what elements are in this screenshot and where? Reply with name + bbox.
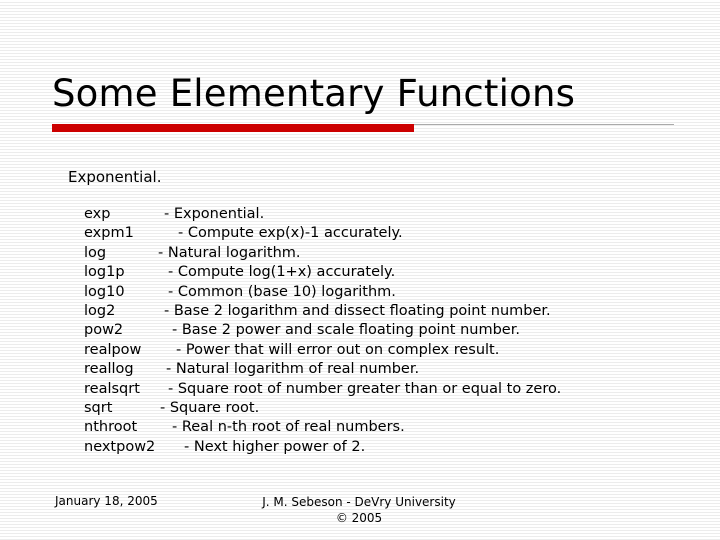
slide-title: Some Elementary Functions bbox=[52, 72, 576, 115]
function-name: sqrt bbox=[84, 399, 113, 416]
function-description: - Square root of number greater than or equal to zero. bbox=[168, 380, 562, 397]
function-description: - Real n-th root of real numbers. bbox=[172, 419, 405, 436]
function-description: - Next higher power of 2. bbox=[184, 438, 366, 455]
function-name: log bbox=[84, 244, 107, 261]
function-description: - Square root. bbox=[160, 399, 260, 416]
function-name: exp bbox=[84, 206, 111, 222]
function-description: - Compute log(1+x) accurately. bbox=[168, 264, 396, 281]
function-name: realpow bbox=[84, 341, 142, 358]
function-name: reallog bbox=[84, 361, 134, 378]
function-name: log10 bbox=[84, 283, 125, 300]
function-description: - Base 2 logarithm and dissect floating point number. bbox=[164, 302, 551, 319]
function-description: - Natural logarithm of real number. bbox=[166, 361, 420, 378]
footer-date: January 18, 2005 bbox=[55, 494, 158, 508]
footer-author-line: J. M. Sebeson - DeVry University bbox=[262, 495, 456, 509]
function-name: nextpow2 bbox=[84, 438, 156, 455]
function-name: nthroot bbox=[84, 419, 138, 436]
title-accent-bar bbox=[52, 124, 414, 132]
function-name: log2 bbox=[84, 302, 116, 319]
function-name: realsqrt bbox=[84, 380, 140, 397]
function-description: - Natural logarithm. bbox=[158, 244, 301, 261]
section-heading: Exponential. bbox=[68, 168, 162, 186]
footer-author bbox=[258, 494, 460, 526]
function-description: - Exponential. bbox=[164, 206, 265, 222]
function-name: expm1 bbox=[84, 225, 134, 242]
function-name: log1p bbox=[84, 264, 125, 281]
function-name: pow2 bbox=[84, 322, 124, 339]
footer-copyright: © 2005 bbox=[335, 511, 383, 525]
title-underline bbox=[414, 124, 674, 125]
function-description: - Compute exp(x)-1 accurately. bbox=[178, 225, 403, 242]
function-description: - Common (base 10) logarithm. bbox=[168, 283, 396, 300]
function-description: - Power that will error out on complex result. bbox=[176, 341, 500, 358]
function-description: - Base 2 power and scale floating point number. bbox=[172, 322, 520, 339]
